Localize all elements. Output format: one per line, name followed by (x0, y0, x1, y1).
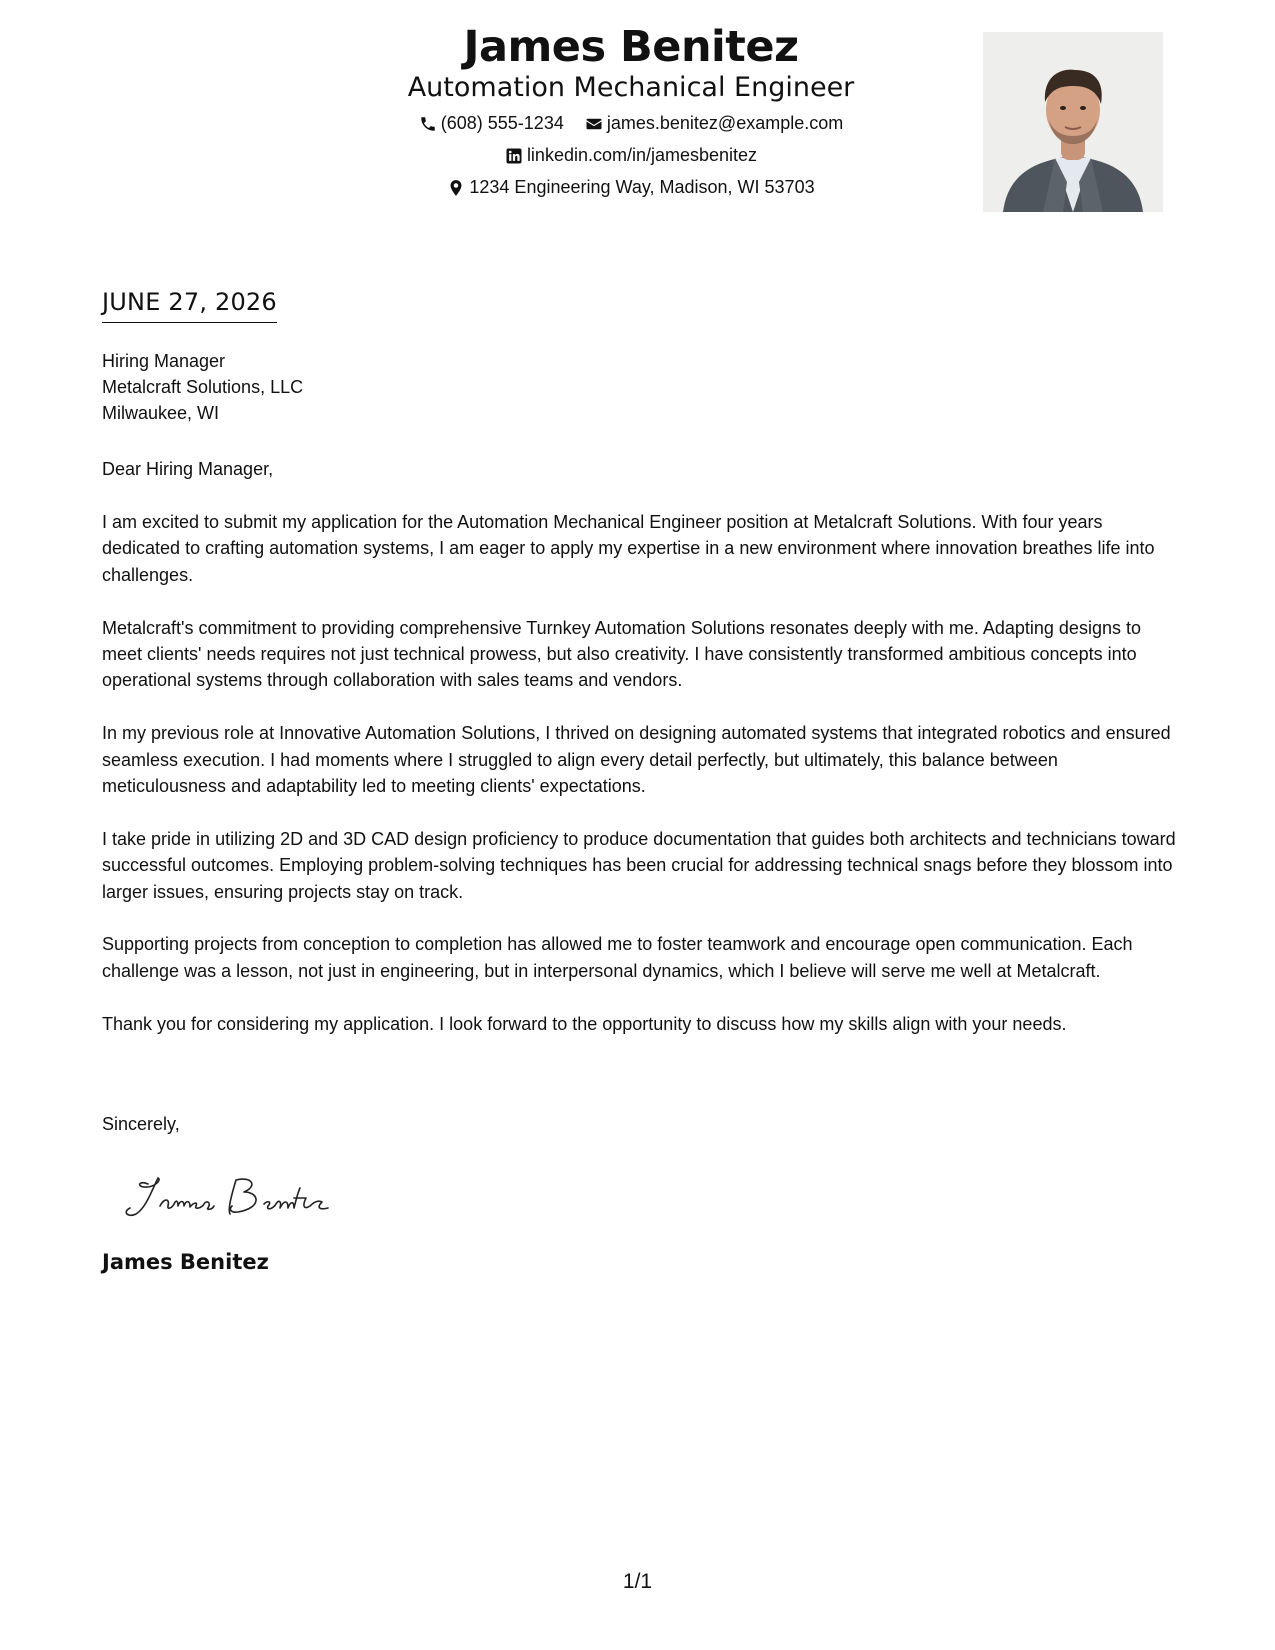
greeting: Dear Hiring Manager, (102, 459, 274, 479)
letter-header (0, 0, 1275, 240)
page-number: 1/1 (622, 1570, 653, 1593)
linkedin-icon (505, 147, 523, 165)
applicant-title: Automation Mechanical Engineer (407, 72, 855, 103)
body-paragraph: Metalcraft's commitment to providing comprehensive Turnkey Automation Solutions resonates deeply with me. Adapting designs to meet clients' needs requires not just technical prowess, but also creativity. I have consistently transformed ambitious concepts into operational systems through collaboration with sales teams and vendors. (102, 617, 1141, 691)
body-paragraph: I am excited to submit my application for the Automation Mechanical Engineer position at Metalcraft Solutions. With four years dedicated to crafting automation systems, I am eager to apply my expertise in a new environment where innovation breathes life into challenges. (102, 512, 1155, 585)
recipient-line: Hiring Manager (102, 351, 226, 371)
email-address: james.benitez@example.com (606, 113, 844, 133)
body-paragraph: Supporting projects from conception to completion has allowed me to foster teamwork and encourage open communication. Each challenge was a lesson, not just in engineering, but in interpersonal dynamics, which I believe will serve me well at Metalcraft. (102, 934, 1133, 981)
phone-contact (419, 113, 564, 134)
handwritten-signature (118, 1170, 348, 1225)
signer-name: James Benitez (102, 1250, 269, 1274)
postal-address: 1234 Engineering Way, Madison, WI 53703 (469, 177, 815, 197)
linkedin-url: linkedin.com/in/jamesbenitez (526, 145, 758, 165)
address-contact (447, 177, 814, 198)
phone-icon (419, 115, 437, 133)
letter-body (102, 509, 1177, 1063)
recipient-location: Milwaukee, WI (102, 403, 220, 423)
phone-number: (608) 555-1234 (440, 113, 564, 133)
applicant-name: James Benitez (463, 22, 799, 72)
profile-photo (983, 32, 1163, 212)
email-contact (585, 113, 843, 134)
recipient-company: Metalcraft Solutions, LLC (102, 377, 304, 397)
map-pin-icon (447, 179, 465, 197)
body-paragraph: Thank you for considering my application. I look forward to the opportunity to discuss how my skills align with your needs. (102, 1013, 1067, 1034)
body-paragraph: In my previous role at Innovative Automation Solutions, I thrived on designing automated systems that integrated robotics and ensured seamless execution. I had moments where I struggled to align every detail perfectly, but ultimately, this balance between meticulousness and adaptability led to meeting clients' expectations. (102, 723, 1171, 797)
body-paragraph: I take pride in utilizing 2D and 3D CAD design proficiency to produce documentation that guides both architects and technicians toward successful outcomes. Employing problem-solving techniques has been crucial for addressing technical snags before they blossom into larger issues, ensuring projects stay on track. (102, 828, 1176, 902)
closing: Sincerely, (102, 1114, 180, 1134)
letter-date: JUNE 27, 2026 (102, 288, 277, 323)
envelope-icon (585, 115, 603, 133)
linkedin-contact (505, 145, 757, 166)
recipient-block (102, 348, 303, 426)
